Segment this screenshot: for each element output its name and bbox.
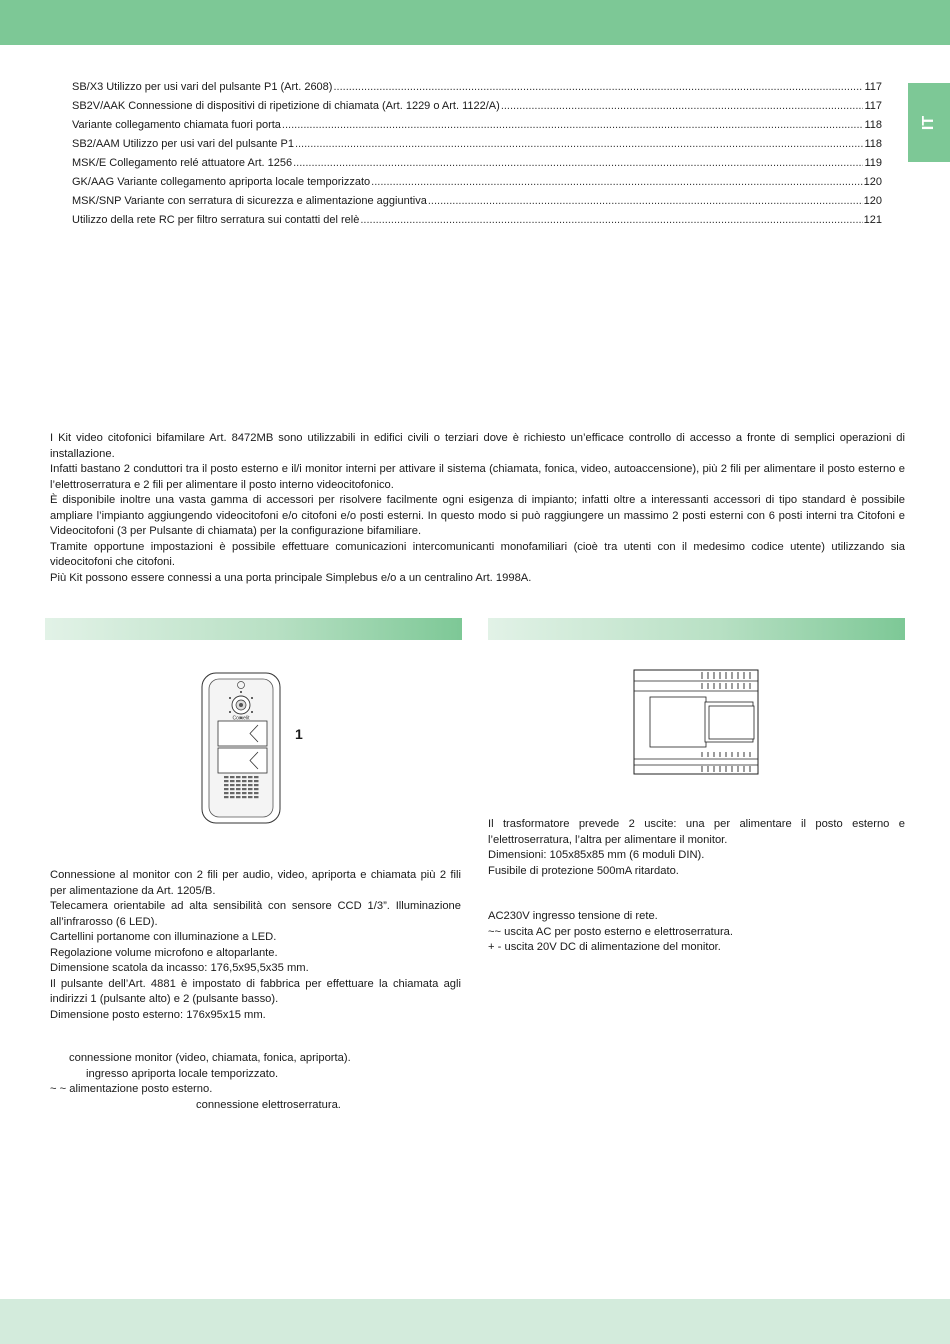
- description-line: Fusibile di protezione 500mA ritardato.: [488, 864, 679, 877]
- connection-line: ~ ~ alimentazione posto esterno.: [50, 1083, 213, 1095]
- section-header-bar-left: [45, 618, 462, 640]
- toc-leader: [360, 213, 862, 228]
- toc-entry-title: Utilizzo della rete RC per filtro serratura sui contatti del relè: [72, 214, 360, 226]
- description-line: Dimensioni: 105x85x85 mm (6 moduli DIN).: [488, 849, 705, 861]
- toc-entry-page: 118: [864, 119, 882, 131]
- toc-entry-title: SB2V/AAK Connessione di dispositivi di ripetizione di chiamata (Art. 1229 o Art. 1122/A): [72, 100, 500, 112]
- toc-entry[interactable]: [72, 99, 882, 118]
- toc-entry-title: SB/X3 Utilizzo per usi vari del pulsante P1 (Art. 2608): [72, 81, 333, 93]
- transformer-description: [488, 817, 905, 879]
- toc-entry-title: GK/AAG Variante collegamento apriporta locale temporizzato: [72, 176, 371, 188]
- toc-entry-page: 119: [864, 157, 882, 169]
- description-line: Dimensione scatola da incasso: 176,5x95,5x35 mm.: [50, 962, 309, 974]
- language-tab[interactable]: [908, 83, 950, 162]
- section-header-bar-right: [488, 618, 905, 640]
- description-line: Regolazione volume microfono e altoparlante.: [50, 946, 278, 959]
- toc-leader: [295, 137, 864, 152]
- description-line: Dimensione posto esterno: 176x95x15 mm.: [50, 1008, 266, 1021]
- connection-line: connessione elettroserratura.: [196, 1098, 341, 1111]
- connection-line: ingresso apriporta locale temporizzato.: [86, 1067, 279, 1080]
- intro-paragraph: È disponibile inoltre una vasta gamma di accessori per risolvere facilmente ogni esigenza di impianto; infatti oltre a interessanti accessori di tipo standard è possibile ampliare l’impianto aggiungendo videocitofoni e/o citofoni e/o posti esterni. In questo modo si può raggiungere un massimo 2 posti esterni con 6 posti interni tra Citofoni e Videocitofoni (3 per Pulsante di chiamata) per la configurazione bifamiliare.: [50, 494, 905, 537]
- toc-entry-page: 117: [864, 100, 882, 112]
- table-of-contents: [72, 80, 882, 232]
- footer-bar: [0, 1299, 950, 1344]
- toc-leader: [428, 194, 863, 209]
- toc-entry[interactable]: [72, 194, 882, 213]
- language-tab-label: IT: [920, 115, 937, 130]
- description-line: Telecamera orientabile ad alta sensibilità con sensore CCD 1/3”. Illuminazione all’infrarosso (6 LED).: [50, 900, 461, 928]
- figure-label: 1: [295, 726, 303, 742]
- outdoor-panel-connections: [50, 1051, 461, 1113]
- toc-leader: [293, 156, 863, 171]
- brand-logo: Comelit: [232, 715, 250, 722]
- outdoor-panel-description: [50, 868, 461, 1023]
- description-line: Il trasformatore prevede 2 uscite: una per alimentare il posto esterno e l’elettroserratura, l’altra per alimentare il monitor.: [488, 818, 905, 846]
- toc-entry[interactable]: [72, 175, 882, 194]
- toc-entry-page: 118: [864, 138, 882, 150]
- toc-leader: [501, 99, 864, 114]
- toc-entry-title: MSK/SNP Variante con serratura di sicurezza e alimentazione aggiuntiva: [72, 195, 427, 207]
- toc-entry[interactable]: [72, 137, 882, 156]
- intro-paragraph: Più Kit possono essere connessi a una porta principale Simplebus e/o a un centralino Art. 1998A.: [50, 571, 532, 584]
- toc-entry-page: 121: [863, 214, 882, 226]
- description-line: Cartellini portanome con illuminazione a LED.: [50, 931, 277, 943]
- door-entry-panel-illustration: [200, 672, 282, 824]
- intro-paragraph: I Kit video citofonici bifamilare Art. 8472MB sono utilizzabili in edifici civili o terziari dove è richiesto un’efficace controllo di accesso a fronte di semplici operazioni di installazione.: [50, 432, 905, 460]
- transformer-illustration: [632, 669, 760, 775]
- toc-entry-page: 117: [864, 81, 882, 93]
- connection-line: connessione monitor (video, chiamata, fonica, apriporta).: [69, 1052, 351, 1064]
- toc-leader: [371, 175, 862, 190]
- toc-entry-page: 120: [863, 195, 882, 207]
- toc-entry-title: SB2/AAM Utilizzo per usi vari del pulsante P1: [72, 138, 294, 150]
- description-line: Il pulsante dell’Art. 4881 è impostato di fabbrica per effettuare la chiamata agli indirizzi 1 (pulsante alto) e 2 (pulsante basso).: [50, 977, 461, 1005]
- toc-leader: [333, 80, 863, 95]
- toc-entry[interactable]: [72, 80, 882, 99]
- terminal-line: AC230V ingresso tensione di rete.: [488, 910, 658, 922]
- toc-entry-page: 120: [863, 176, 882, 188]
- intro-paragraph: Infatti bastano 2 conduttori tra il posto esterno e il/i monitor interni per attivare il sistema (chiamata, fonica, video, autoaccensione), più 2 fili per alimentare il posto esterno e l’elettroserratura e 2 fili per alimentare il posto interno videocitofonico.: [50, 463, 905, 491]
- toc-entry[interactable]: [72, 213, 882, 232]
- description-line: Connessione al monitor con 2 fili per audio, video, apriporta e chiamata più 2 fili per alimentazione da Art. 1205/B.: [50, 869, 461, 897]
- terminal-line: + - uscita 20V DC di alimentazione del monitor.: [488, 941, 721, 953]
- toc-entry-title: Variante collegamento chiamata fuori porta: [72, 119, 281, 131]
- terminal-line: ~~ uscita AC per posto esterno e elettroserratura.: [488, 925, 734, 938]
- intro-text: [50, 431, 905, 586]
- intro-paragraph: Tramite opportune impostazioni è possibile effettuare comunicazioni intercomunicanti monofamiliari (cioè tra utenti con il medesimo codice utente) utilizzando sia videocitofoni che citofoni.: [50, 540, 905, 568]
- toc-entry[interactable]: [72, 156, 882, 175]
- toc-entry-title: MSK/E Collegamento relé attuatore Art. 1256: [72, 157, 293, 169]
- toc-entry[interactable]: [72, 118, 882, 137]
- toc-leader: [282, 118, 864, 133]
- transformer-terminals: [488, 909, 905, 956]
- header-bar: [0, 0, 950, 45]
